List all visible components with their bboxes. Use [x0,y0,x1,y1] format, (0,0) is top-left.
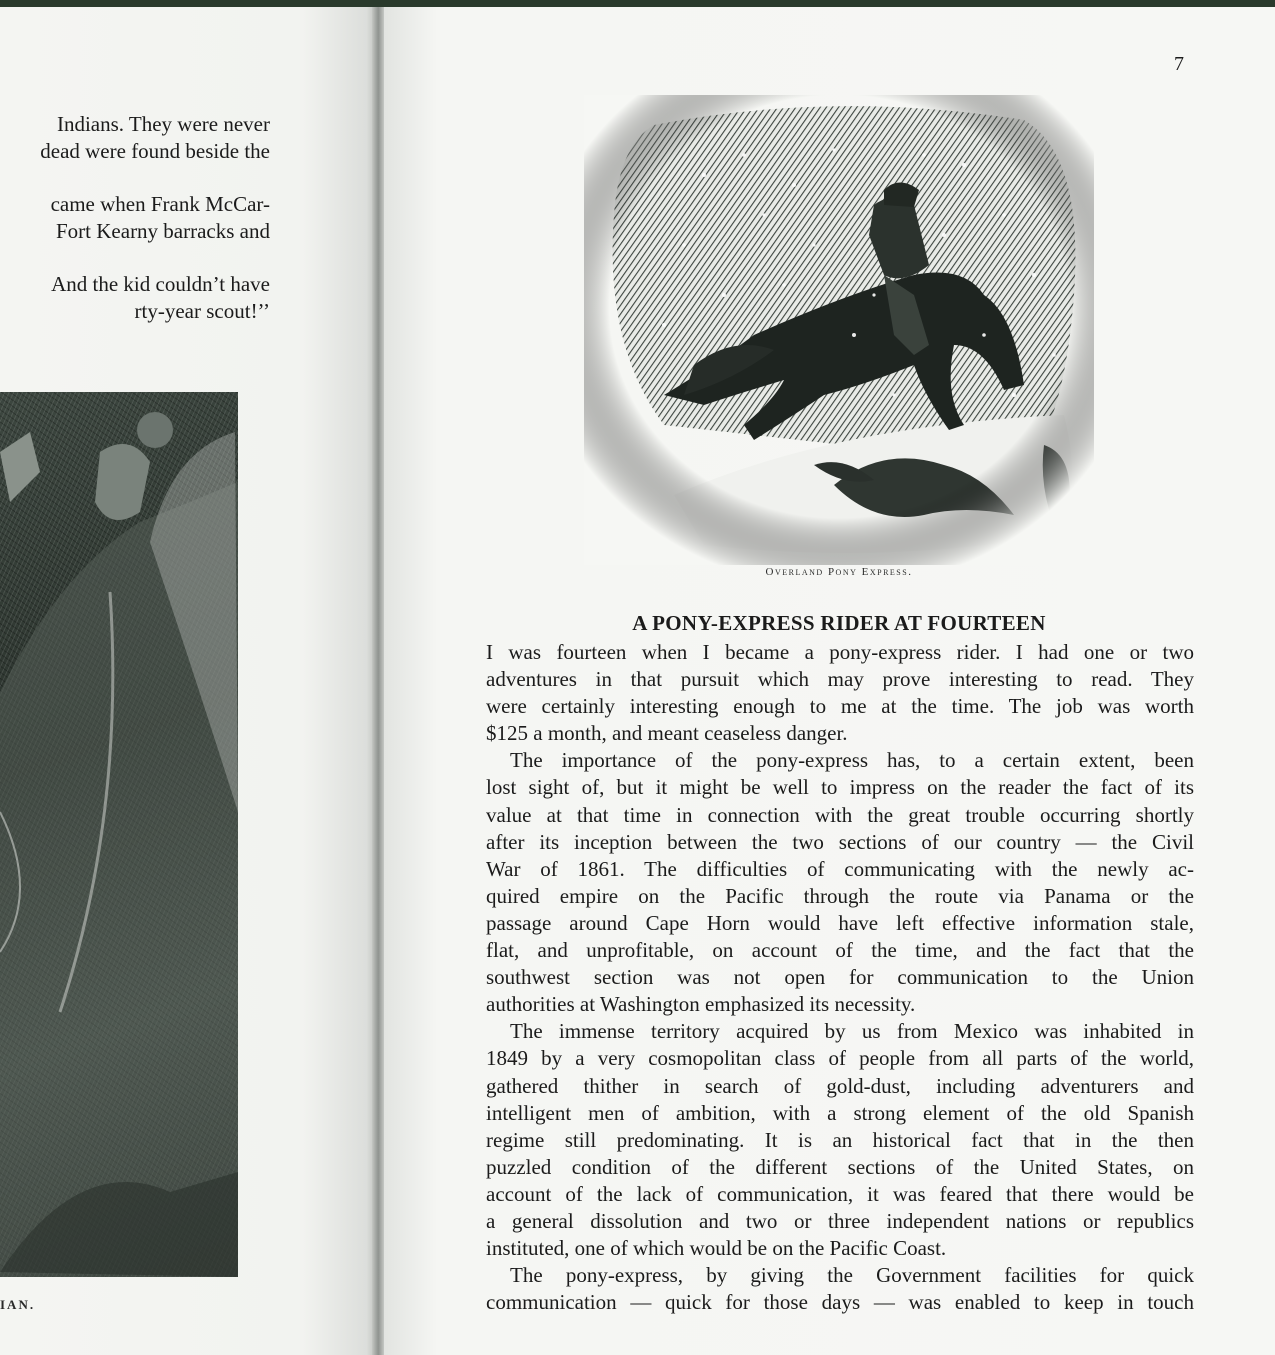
body-text-line: War of 1861. The difficulties of communicating with the newly ac- [486,856,1194,881]
body-text-line: gathered thither in search of gold-dust, including adventurers and [486,1073,1194,1098]
body-text-line: value at that time in connection with the great trouble occurring shortly [486,802,1194,827]
body-text-line: quired empire on the Pacific through the route via Panama or the [486,883,1194,908]
body-text-line: The immense territory acquired by us from Mexico was inhabited in [510,1019,1194,1044]
body-text-line: were certainly interesting enough to me at the time. The job was worth [486,694,1194,719]
scan-top-edge [0,0,1275,7]
body-text-line: 1849 by a very cosmopolitan class of people from all parts of the world, [486,1046,1194,1071]
body-text-line: flat, and unprofitable, on account of the time, and the fact that the [486,938,1194,963]
left-figure-caption: IAN. [0,1297,36,1312]
left-page [0,7,378,1355]
body-text-line: a general dissolution and two or three independent nations or republics [486,1208,1194,1233]
chapter-title: A PONY-EXPRESS RIDER AT FOURTEEN [632,611,1046,635]
left-text-line: Indians. They were never [56,112,270,136]
body-text-line: lost sight of, but it might be well to impress on the reader the fact of its [486,775,1194,800]
body-text-line: account of the lack of communication, it was feared that there would be [486,1181,1194,1206]
body-text-line: passage around Cape Horn would have left effective information stale, [486,910,1194,935]
left-text-line: rty-year scout!’’ [134,299,270,323]
left-engraving-illustration [0,392,238,1277]
body-text-line: communication — quick for those days — was enabled to keep in touch [486,1290,1194,1315]
body-text-line: instituted, one of which would be on the Pacific Coast. [486,1236,947,1261]
body-text-line: authorities at Washington emphasized its necessity. [486,992,916,1017]
body-text-line: regime still predominating. It is an historical fact that in the then [486,1127,1194,1152]
body-text-line: puzzled condition of the different sections of the United States, on [486,1154,1194,1179]
body-text-line: The importance of the pony-express has, to a certain extent, been [510,748,1194,773]
left-text-line: came when Frank McCar- [50,192,270,216]
left-text-line: And the kid couldn’t have [51,272,270,296]
body-text-line: adventures in that pursuit which may prove interesting to read. They [486,667,1194,692]
pony-express-rider-illustration [584,95,1094,565]
pony-express-engraving [584,95,1094,565]
left-page-text [0,111,270,325]
body-text-line: intelligent men of ambition, with a strong element of the old Spanish [486,1100,1194,1125]
body-text-line: The pony-express, by giving the Government facilities for quick [510,1263,1194,1288]
body-text-line: I was fourteen when I became a pony-express rider. I had one or two [486,640,1194,664]
body-text-line: southwest section was not open for communication to the Union [486,965,1194,990]
figure-caption: Overland Pony Express. [765,566,913,578]
body-text-line: $125 a month, and meant ceaseless danger. [486,721,848,746]
right-page [384,7,1275,1355]
engraving-drawing [0,392,238,1277]
body-text-line: after its inception between the two sections of our country — the Civil [486,829,1194,854]
chapter-body-text [486,639,1194,1316]
left-text-line: dead were found beside the [40,139,270,163]
page-number: 7 [1174,53,1184,75]
left-text-line: Fort Kearny barracks and [56,219,270,243]
